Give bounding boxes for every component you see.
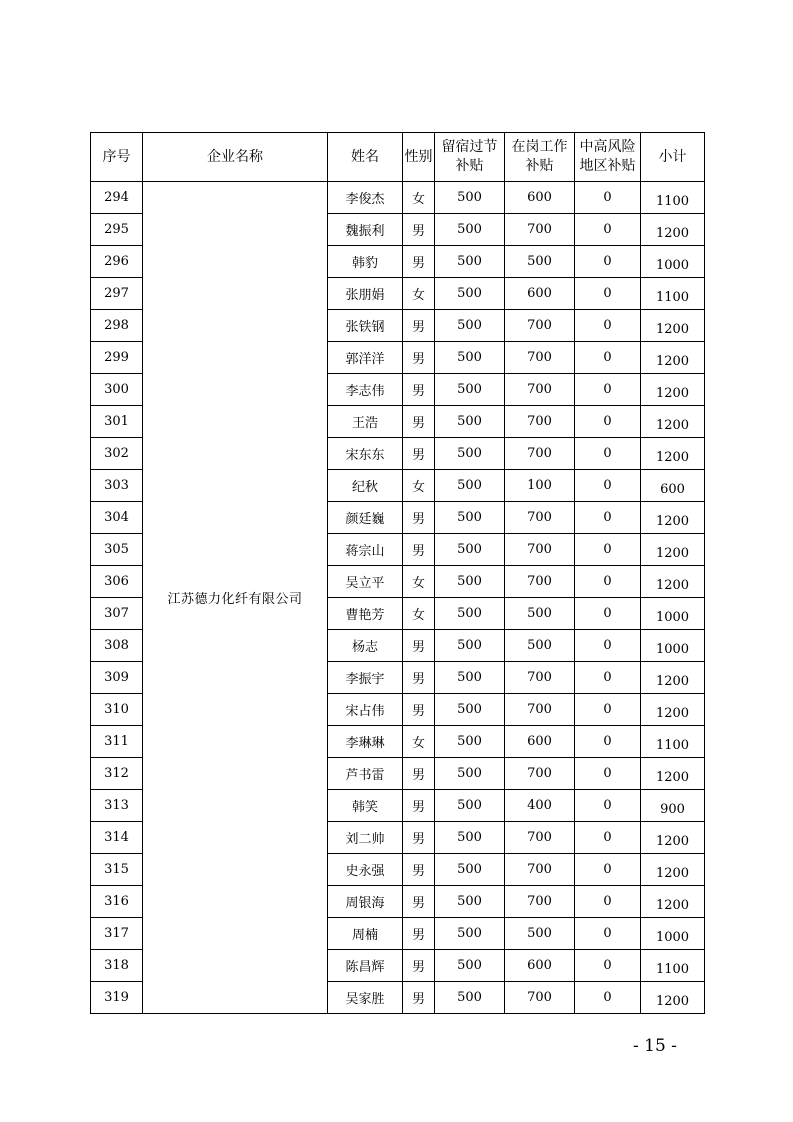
gender-cell: 女 xyxy=(403,470,435,502)
subtotal-cell xyxy=(641,214,705,246)
seq-cell: 304 xyxy=(91,502,143,534)
gender-cell: 男 xyxy=(403,342,435,374)
stay-subsidy-cell: 500 xyxy=(435,214,505,246)
subtotal-cell xyxy=(641,662,705,694)
gender-cell: 男 xyxy=(403,406,435,438)
name-cell: 史永强 xyxy=(328,854,403,886)
subtotal-cell xyxy=(641,438,705,470)
onduty-subsidy-cell: 500 xyxy=(505,246,575,278)
subtotal-value: 600 xyxy=(660,482,685,497)
stay-subsidy-cell: 500 xyxy=(435,534,505,566)
name-cell: 杨志 xyxy=(328,630,403,662)
stay-subsidy-cell: 500 xyxy=(435,246,505,278)
subsidy-table-container xyxy=(90,132,704,1014)
onduty-subsidy-cell: 600 xyxy=(505,182,575,214)
gender-cell: 男 xyxy=(403,502,435,534)
risk-subsidy-cell: 0 xyxy=(575,662,641,694)
seq-cell: 317 xyxy=(91,918,143,950)
header-onduty-subsidy xyxy=(505,133,575,182)
onduty-subsidy-cell: 700 xyxy=(505,438,575,470)
onduty-subsidy-cell: 700 xyxy=(505,854,575,886)
subsidy-table xyxy=(90,132,705,1014)
subtotal-value: 1200 xyxy=(655,450,690,465)
stay-subsidy-cell: 500 xyxy=(435,438,505,470)
onduty-subsidy-cell: 600 xyxy=(505,278,575,310)
subtotal-value: 1000 xyxy=(655,930,690,945)
subtotal-cell xyxy=(641,566,705,598)
company-name-cell: 江苏德力化纤有限公司 xyxy=(143,182,328,1014)
onduty-subsidy-cell: 600 xyxy=(505,950,575,982)
stay-subsidy-cell: 500 xyxy=(435,278,505,310)
gender-cell: 男 xyxy=(403,790,435,822)
seq-cell: 315 xyxy=(91,854,143,886)
subtotal-cell xyxy=(641,822,705,854)
seq-cell: 297 xyxy=(91,278,143,310)
stay-subsidy-cell: 500 xyxy=(435,342,505,374)
subtotal-cell xyxy=(641,598,705,630)
subtotal-cell xyxy=(641,758,705,790)
subtotal-value: 1000 xyxy=(655,610,690,625)
risk-subsidy-cell: 0 xyxy=(575,534,641,566)
onduty-subsidy-cell: 700 xyxy=(505,886,575,918)
risk-subsidy-cell: 0 xyxy=(575,502,641,534)
subtotal-cell xyxy=(641,886,705,918)
onduty-subsidy-cell: 700 xyxy=(505,694,575,726)
gender-cell: 女 xyxy=(403,182,435,214)
header-stay-subsidy xyxy=(435,133,505,182)
onduty-subsidy-cell: 700 xyxy=(505,374,575,406)
name-cell: 陈昌辉 xyxy=(328,950,403,982)
seq-cell: 295 xyxy=(91,214,143,246)
risk-subsidy-cell: 0 xyxy=(575,214,641,246)
gender-cell: 男 xyxy=(403,374,435,406)
gender-cell: 男 xyxy=(403,822,435,854)
risk-subsidy-cell: 0 xyxy=(575,470,641,502)
risk-subsidy-cell: 0 xyxy=(575,406,641,438)
header-name: 姓名 xyxy=(328,133,403,182)
risk-subsidy-cell: 0 xyxy=(575,630,641,662)
risk-subsidy-cell: 0 xyxy=(575,694,641,726)
table-body xyxy=(91,182,705,1014)
risk-subsidy-cell: 0 xyxy=(575,310,641,342)
name-cell: 魏振利 xyxy=(328,214,403,246)
gender-cell: 男 xyxy=(403,694,435,726)
name-cell: 周银海 xyxy=(328,886,403,918)
risk-subsidy-cell: 0 xyxy=(575,342,641,374)
subtotal-cell xyxy=(641,694,705,726)
onduty-subsidy-cell: 100 xyxy=(505,470,575,502)
subtotal-value: 1100 xyxy=(655,738,690,753)
subtotal-cell xyxy=(641,726,705,758)
subtotal-cell xyxy=(641,342,705,374)
name-cell: 吴家胜 xyxy=(328,982,403,1014)
stay-subsidy-cell: 500 xyxy=(435,950,505,982)
onduty-subsidy-cell: 500 xyxy=(505,918,575,950)
risk-subsidy-cell: 0 xyxy=(575,726,641,758)
seq-cell: 316 xyxy=(91,886,143,918)
table-row xyxy=(91,182,705,214)
seq-cell: 312 xyxy=(91,758,143,790)
subtotal-value: 1200 xyxy=(655,226,690,241)
stay-subsidy-cell: 500 xyxy=(435,758,505,790)
header-onduty-subsidy-line1: 在岗工作 xyxy=(511,139,568,155)
seq-cell: 301 xyxy=(91,406,143,438)
gender-cell: 男 xyxy=(403,662,435,694)
subtotal-cell xyxy=(641,246,705,278)
seq-cell: 296 xyxy=(91,246,143,278)
subtotal-value: 1200 xyxy=(655,578,690,593)
stay-subsidy-cell: 500 xyxy=(435,406,505,438)
seq-cell: 308 xyxy=(91,630,143,662)
subtotal-cell xyxy=(641,502,705,534)
subtotal-value: 1200 xyxy=(655,546,690,561)
name-cell: 刘二帅 xyxy=(328,822,403,854)
seq-cell: 307 xyxy=(91,598,143,630)
seq-cell: 311 xyxy=(91,726,143,758)
subtotal-value: 1200 xyxy=(655,386,690,401)
seq-cell: 318 xyxy=(91,950,143,982)
seq-cell: 310 xyxy=(91,694,143,726)
gender-cell: 男 xyxy=(403,534,435,566)
subtotal-value: 1000 xyxy=(655,642,690,657)
stay-subsidy-cell: 500 xyxy=(435,630,505,662)
stay-subsidy-cell: 500 xyxy=(435,886,505,918)
subtotal-cell xyxy=(641,406,705,438)
page-number: - 15 - xyxy=(633,1036,677,1056)
onduty-subsidy-cell: 600 xyxy=(505,726,575,758)
risk-subsidy-cell: 0 xyxy=(575,950,641,982)
gender-cell: 女 xyxy=(403,726,435,758)
onduty-subsidy-cell: 700 xyxy=(505,406,575,438)
gender-cell: 男 xyxy=(403,950,435,982)
onduty-subsidy-cell: 700 xyxy=(505,822,575,854)
name-cell: 韩豹 xyxy=(328,246,403,278)
name-cell: 王浩 xyxy=(328,406,403,438)
header-stay-subsidy-line2: 补贴 xyxy=(455,158,484,174)
seq-cell: 306 xyxy=(91,566,143,598)
onduty-subsidy-cell: 700 xyxy=(505,534,575,566)
subtotal-value: 1200 xyxy=(655,866,690,881)
onduty-subsidy-cell: 700 xyxy=(505,342,575,374)
stay-subsidy-cell: 500 xyxy=(435,374,505,406)
subtotal-value: 1200 xyxy=(655,834,690,849)
name-cell: 李俊杰 xyxy=(328,182,403,214)
stay-subsidy-cell: 500 xyxy=(435,790,505,822)
subtotal-value: 1200 xyxy=(655,706,690,721)
stay-subsidy-cell: 500 xyxy=(435,310,505,342)
name-cell: 郭洋洋 xyxy=(328,342,403,374)
risk-subsidy-cell: 0 xyxy=(575,374,641,406)
stay-subsidy-cell: 500 xyxy=(435,470,505,502)
gender-cell: 男 xyxy=(403,982,435,1014)
onduty-subsidy-cell: 700 xyxy=(505,566,575,598)
risk-subsidy-cell: 0 xyxy=(575,438,641,470)
gender-cell: 女 xyxy=(403,278,435,310)
onduty-subsidy-cell: 700 xyxy=(505,758,575,790)
name-cell: 李琳琳 xyxy=(328,726,403,758)
gender-cell: 男 xyxy=(403,854,435,886)
seq-cell: 294 xyxy=(91,182,143,214)
seq-cell: 305 xyxy=(91,534,143,566)
subtotal-cell xyxy=(641,630,705,662)
risk-subsidy-cell: 0 xyxy=(575,278,641,310)
subtotal-value: 1100 xyxy=(655,194,690,209)
header-risk-subsidy-line2: 地区补贴 xyxy=(579,158,636,174)
subtotal-cell xyxy=(641,470,705,502)
stay-subsidy-cell: 500 xyxy=(435,854,505,886)
table-header-row xyxy=(91,133,705,182)
name-cell: 芦书雷 xyxy=(328,758,403,790)
risk-subsidy-cell: 0 xyxy=(575,758,641,790)
onduty-subsidy-cell: 700 xyxy=(505,310,575,342)
subtotal-value: 1200 xyxy=(655,354,690,369)
onduty-subsidy-cell: 700 xyxy=(505,662,575,694)
onduty-subsidy-cell: 700 xyxy=(505,214,575,246)
subtotal-value: 900 xyxy=(660,802,685,817)
stay-subsidy-cell: 500 xyxy=(435,598,505,630)
risk-subsidy-cell: 0 xyxy=(575,918,641,950)
name-cell: 吴立平 xyxy=(328,566,403,598)
header-company: 企业名称 xyxy=(143,133,328,182)
subtotal-value: 1200 xyxy=(655,674,690,689)
onduty-subsidy-cell: 700 xyxy=(505,502,575,534)
subtotal-value: 1200 xyxy=(655,994,690,1009)
name-cell: 宋占伟 xyxy=(328,694,403,726)
gender-cell: 男 xyxy=(403,886,435,918)
subtotal-value: 1200 xyxy=(655,770,690,785)
subtotal-value: 1000 xyxy=(655,258,690,273)
risk-subsidy-cell: 0 xyxy=(575,982,641,1014)
onduty-subsidy-cell: 400 xyxy=(505,790,575,822)
gender-cell: 男 xyxy=(403,630,435,662)
name-cell: 李振宇 xyxy=(328,662,403,694)
stay-subsidy-cell: 500 xyxy=(435,182,505,214)
name-cell: 张铁钢 xyxy=(328,310,403,342)
name-cell: 纪秋 xyxy=(328,470,403,502)
stay-subsidy-cell: 500 xyxy=(435,982,505,1014)
stay-subsidy-cell: 500 xyxy=(435,502,505,534)
name-cell: 韩笑 xyxy=(328,790,403,822)
header-stay-subsidy-line1: 留宿过节 xyxy=(441,139,498,155)
stay-subsidy-cell: 500 xyxy=(435,662,505,694)
subtotal-value: 1200 xyxy=(655,514,690,529)
risk-subsidy-cell: 0 xyxy=(575,790,641,822)
seq-cell: 303 xyxy=(91,470,143,502)
subtotal-value: 1200 xyxy=(655,898,690,913)
gender-cell: 女 xyxy=(403,598,435,630)
risk-subsidy-cell: 0 xyxy=(575,182,641,214)
gender-cell: 男 xyxy=(403,246,435,278)
header-subtotal: 小计 xyxy=(641,133,705,182)
subtotal-cell xyxy=(641,278,705,310)
subtotal-value: 1200 xyxy=(655,418,690,433)
name-cell: 颜廷巍 xyxy=(328,502,403,534)
stay-subsidy-cell: 500 xyxy=(435,726,505,758)
header-onduty-subsidy-line2: 补贴 xyxy=(525,158,554,174)
gender-cell: 男 xyxy=(403,214,435,246)
subtotal-cell xyxy=(641,310,705,342)
seq-cell: 299 xyxy=(91,342,143,374)
subtotal-cell xyxy=(641,918,705,950)
risk-subsidy-cell: 0 xyxy=(575,886,641,918)
seq-cell: 300 xyxy=(91,374,143,406)
risk-subsidy-cell: 0 xyxy=(575,598,641,630)
seq-cell: 309 xyxy=(91,662,143,694)
onduty-subsidy-cell: 500 xyxy=(505,598,575,630)
onduty-subsidy-cell: 500 xyxy=(505,630,575,662)
stay-subsidy-cell: 500 xyxy=(435,694,505,726)
gender-cell: 男 xyxy=(403,310,435,342)
header-seq: 序号 xyxy=(91,133,143,182)
header-gender: 性别 xyxy=(403,133,435,182)
subtotal-value: 1100 xyxy=(655,962,690,977)
stay-subsidy-cell: 500 xyxy=(435,918,505,950)
onduty-subsidy-cell: 700 xyxy=(505,982,575,1014)
subtotal-cell xyxy=(641,854,705,886)
subtotal-cell xyxy=(641,182,705,214)
risk-subsidy-cell: 0 xyxy=(575,822,641,854)
name-cell: 李志伟 xyxy=(328,374,403,406)
seq-cell: 302 xyxy=(91,438,143,470)
subtotal-cell xyxy=(641,982,705,1014)
gender-cell: 男 xyxy=(403,918,435,950)
name-cell: 蒋宗山 xyxy=(328,534,403,566)
stay-subsidy-cell: 500 xyxy=(435,566,505,598)
stay-subsidy-cell: 500 xyxy=(435,822,505,854)
subtotal-cell xyxy=(641,950,705,982)
gender-cell: 男 xyxy=(403,438,435,470)
subtotal-cell xyxy=(641,534,705,566)
risk-subsidy-cell: 0 xyxy=(575,854,641,886)
subtotal-cell xyxy=(641,374,705,406)
name-cell: 周楠 xyxy=(328,918,403,950)
subtotal-value: 1200 xyxy=(655,322,690,337)
gender-cell: 女 xyxy=(403,566,435,598)
risk-subsidy-cell: 0 xyxy=(575,566,641,598)
gender-cell: 男 xyxy=(403,758,435,790)
header-risk-subsidy xyxy=(575,133,641,182)
seq-cell: 319 xyxy=(91,982,143,1014)
header-risk-subsidy-line1: 中高风险 xyxy=(579,139,636,155)
name-cell: 宋东东 xyxy=(328,438,403,470)
subtotal-cell xyxy=(641,790,705,822)
seq-cell: 298 xyxy=(91,310,143,342)
name-cell: 张朋娟 xyxy=(328,278,403,310)
name-cell: 曹艳芳 xyxy=(328,598,403,630)
risk-subsidy-cell: 0 xyxy=(575,246,641,278)
seq-cell: 313 xyxy=(91,790,143,822)
subtotal-value: 1100 xyxy=(655,290,690,305)
seq-cell: 314 xyxy=(91,822,143,854)
